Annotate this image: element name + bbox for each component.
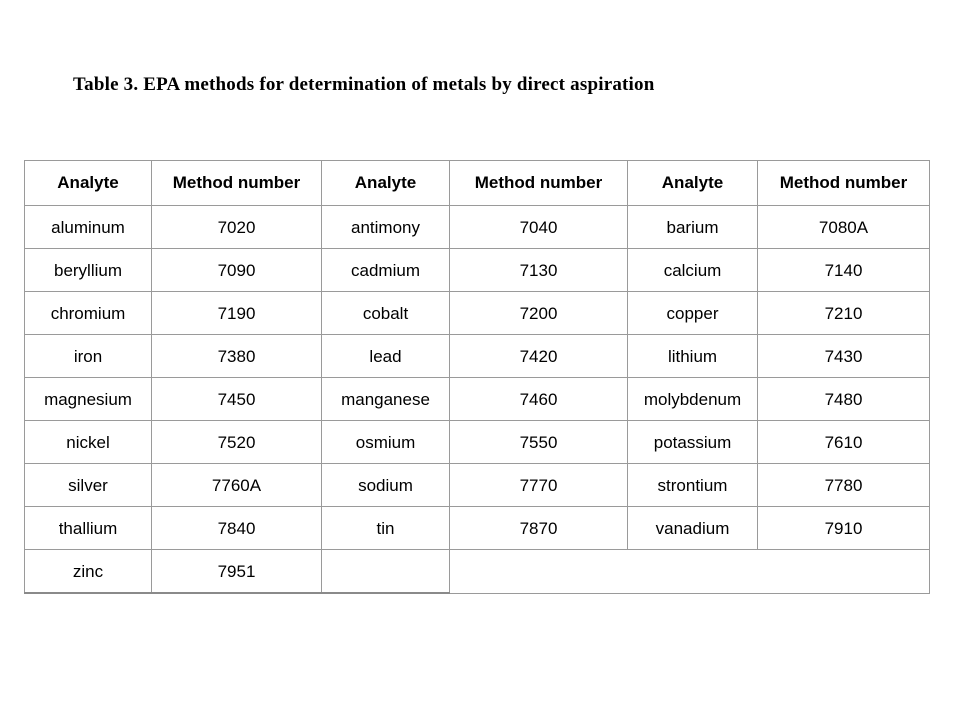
method-number-cell: 7760A — [152, 464, 322, 507]
method-number-cell: 7550 — [450, 421, 628, 464]
method-number-cell: 7840 — [152, 507, 322, 550]
table-row-last — [25, 550, 930, 594]
method-number-cell: 7140 — [758, 249, 930, 292]
analyte-cell: lead — [322, 335, 450, 378]
epa-methods-table-container — [24, 160, 929, 594]
method-number-cell: 7210 — [758, 292, 930, 335]
table-row — [25, 421, 930, 464]
method-number-cell: 7520 — [152, 421, 322, 464]
analyte-cell: chromium — [25, 292, 152, 335]
analyte-cell: copper — [628, 292, 758, 335]
method-number-cell: 7770 — [450, 464, 628, 507]
analyte-cell: manganese — [322, 378, 450, 421]
table-row — [25, 378, 930, 421]
method-number-cell: 7420 — [450, 335, 628, 378]
header-analyte: Analyte — [322, 161, 450, 206]
method-number-cell: 7080A — [758, 206, 930, 249]
analyte-cell: nickel — [25, 421, 152, 464]
analyte-cell: aluminum — [25, 206, 152, 249]
analyte-cell: strontium — [628, 464, 758, 507]
method-number-cell: 7430 — [758, 335, 930, 378]
epa-methods-table — [24, 160, 930, 594]
table-caption: Table 3. EPA methods for determination of metals by direct aspiration — [73, 74, 655, 95]
table-row — [25, 335, 930, 378]
method-number-cell: 7870 — [450, 507, 628, 550]
header-method-number: Method number — [758, 161, 930, 206]
analyte-cell: vanadium — [628, 507, 758, 550]
analyte-cell: cadmium — [322, 249, 450, 292]
method-number-cell: 7040 — [450, 206, 628, 249]
header-analyte: Analyte — [25, 161, 152, 206]
table-header-row — [25, 161, 930, 206]
method-number-cell: 7951 — [152, 550, 322, 594]
method-number-cell: 7090 — [152, 249, 322, 292]
analyte-cell: silver — [25, 464, 152, 507]
table-row — [25, 249, 930, 292]
table-row — [25, 292, 930, 335]
method-number-cell: 7190 — [152, 292, 322, 335]
analyte-cell: potassium — [628, 421, 758, 464]
analyte-cell: sodium — [322, 464, 450, 507]
table-row — [25, 206, 930, 249]
analyte-cell: calcium — [628, 249, 758, 292]
header-method-number: Method number — [450, 161, 628, 206]
analyte-cell: barium — [628, 206, 758, 249]
method-number-cell: 7450 — [152, 378, 322, 421]
method-number-cell: 7480 — [758, 378, 930, 421]
analyte-cell: beryllium — [25, 249, 152, 292]
method-number-cell: 7910 — [758, 507, 930, 550]
analyte-cell: zinc — [25, 550, 152, 594]
method-number-cell: 7460 — [450, 378, 628, 421]
analyte-cell: tin — [322, 507, 450, 550]
table-row — [25, 507, 930, 550]
method-number-cell: 7780 — [758, 464, 930, 507]
header-analyte: Analyte — [628, 161, 758, 206]
method-number-cell: 7020 — [152, 206, 322, 249]
method-number-cell: 7380 — [152, 335, 322, 378]
method-number-cell: 7200 — [450, 292, 628, 335]
analyte-cell: molybdenum — [628, 378, 758, 421]
header-method-number: Method number — [152, 161, 322, 206]
analyte-cell: antimony — [322, 206, 450, 249]
empty-cell — [322, 550, 450, 594]
analyte-cell: osmium — [322, 421, 450, 464]
analyte-cell: magnesium — [25, 378, 152, 421]
method-number-cell: 7130 — [450, 249, 628, 292]
empty-merged-cell — [450, 550, 930, 594]
analyte-cell: thallium — [25, 507, 152, 550]
analyte-cell: lithium — [628, 335, 758, 378]
analyte-cell: iron — [25, 335, 152, 378]
table-row — [25, 464, 930, 507]
analyte-cell: cobalt — [322, 292, 450, 335]
method-number-cell: 7610 — [758, 421, 930, 464]
